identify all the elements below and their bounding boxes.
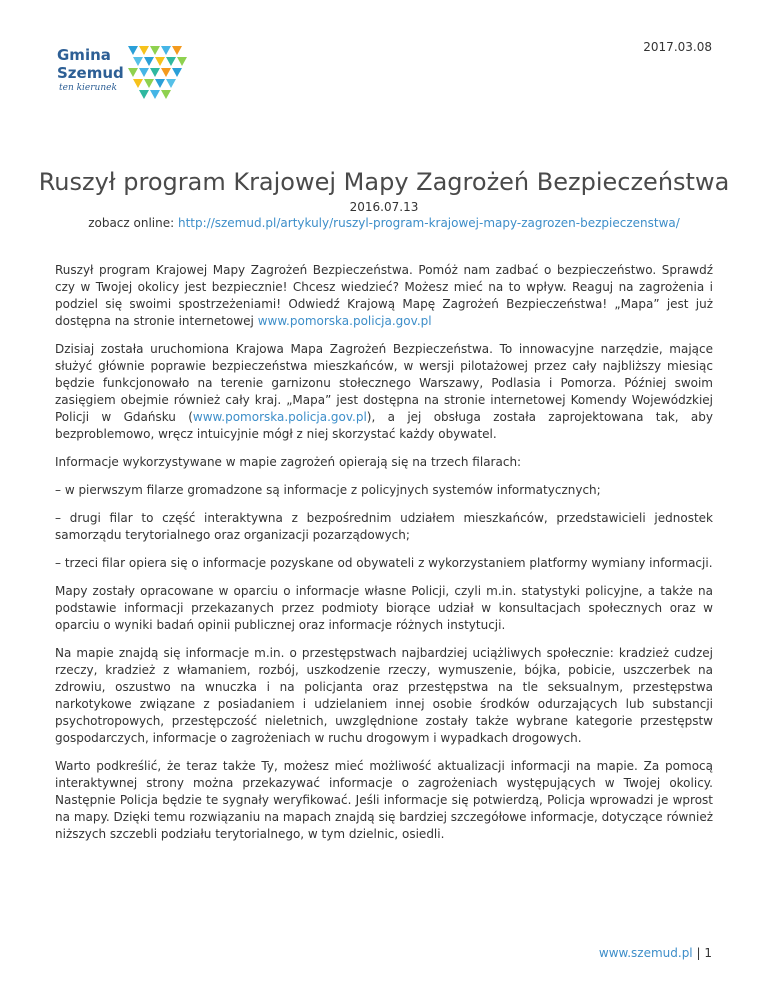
online-label: zobacz online:	[88, 216, 175, 230]
gmina-szemud-logo	[57, 46, 192, 102]
policja-link-2[interactable]: www.pomorska.policja.gov.pl	[192, 410, 367, 424]
policja-link[interactable]: www.pomorska.policja.gov.pl	[257, 314, 432, 328]
logo-tagline: ten kierunek	[59, 83, 117, 93]
paragraph-3: Informacje wykorzystywane w mapie zagrożeń opierają się na trzech filarach:	[55, 455, 522, 469]
footer-site-link[interactable]: www.szemud.pl	[598, 946, 693, 960]
paragraph-2	[55, 341, 713, 443]
footer-separator: |	[696, 946, 701, 960]
p1-text: Ruszył program Krajowej Mapy Zagrożeń Bezpieczeństwa. Pomóż nam zadbać o bezpieczeństwo. Sprawdź czy w Twojej okolicy jest bezpiecznie! Chcesz wiedzieć? Możesz mieć na to wpływ. Reaguj na zagrożenia i podziel się swoimi spostrzeżeniami! Odwiedź Krajową Mapę Zagrożeń Bezpieczeństwa! „Mapa” jest już dostępna na stronie internetowej	[55, 263, 713, 328]
paragraph-8: Na mapie znajdą się informacje m.in. o przestępstwach najbardziej uciążliwych społecznie: kradzież cudzej rzeczy, kradzież z włamaniem, rozbój, uszkodzenie rzeczy, wymuszenie, bójka, pobicie, uszczerbek na zdrowiu, oszustwo na wnuczka i na policjanta oraz przestępstwa na tle seksualnym, przestępstwa narkotykowe związane z posiadaniem i udzielaniem innej osobie środków odurzających lub substancji psychotropowych, przestępczość nieletnich, uwzględnione zostały także wybrane kategorie przestępstw gospodarczych, informacje o zagrożeniach w ruchu drogowym i wypadkach drogowych.	[55, 646, 713, 745]
logo-triangles-icon	[128, 46, 192, 100]
paragraph-9: Warto podkreślić, że teraz także Ty, możesz mieć możliwość aktualizacji informacji na mapie. Za pomocą interaktywnej strony można przekazywać informacje o zagrożeniach występujących w Twojej okolicy. Następnie Policja będzie te sygnały weryfikować. Jeśli informacje się potwierdzą, Policja wprowadzi je wprost na mapy. Dzięki temu rozwiązaniu na mapach znajdą się bardziej szczegółowe informacje, dotyczące również niższych szczebli podziału terytorialnego, w tym dzielnic, osiedli.	[55, 759, 713, 841]
paragraph-1	[55, 262, 713, 330]
paragraph-4: – w pierwszym filarze gromadzone są informacje z policyjnych systemów informatycznych;	[55, 483, 601, 497]
header-date: 2017.03.08	[643, 40, 712, 54]
logo-line2: Szemud	[57, 64, 124, 82]
paragraph-7: Mapy zostały opracowane w oparciu o informacje własne Policji, czyli m.in. statystyki policyjne, a także na podstawie informacji przekazanych przez podmioty biorące udział w konsultacjach społecznych oraz w oparciu o wyniki badań opinii publicznej oraz informacje różnych instytucji.	[55, 584, 713, 632]
page-footer	[599, 946, 712, 960]
p2-text-a: Dzisiaj została uruchomiona Krajowa Mapa Zagrożeń Bezpieczeństwa. To innowacyjne narzędzie, mające służyć głównie poprawie bezpieczeństwa mieszkańców, w wersji pilotażowej przez cały najbliższy miesiąc będzie funkcjonowało na terenie garnizonu stołecznego Warszawy, Podlasia i Pomorza. Później swoim zasięgiem obejmie również cały kraj. „Mapa” jest dostępna na stronie internetowej Komendy Wojewódzkiej Policji w Gdańsku (	[55, 342, 713, 424]
online-line	[0, 216, 768, 230]
article-date: 2016.07.13	[349, 200, 419, 214]
article-body	[55, 262, 713, 854]
page-number: 1	[704, 946, 712, 960]
online-url-link[interactable]: http://szemud.pl/artykuly/ruszyl-program-krajowej-mapy-zagrozen-bezpieczenstwa/	[177, 216, 680, 230]
article-title: Ruszył program Krajowej Mapy Zagrożeń Bezpieczeństwa	[38, 168, 730, 196]
paragraph-5: – drugi filar to część interaktywna z bezpośrednim udziałem mieszkańców, przedstawicieli jednostek samorządu terytorialnego oraz organizacji pozarządowych;	[55, 511, 713, 542]
paragraph-6: – trzeci filar opiera się o informacje pozyskane od obywateli z wykorzystaniem platformy wymiany informacji.	[55, 556, 713, 570]
p2-text-b: ), a jej obsługa została zaprojektowana tak, aby bezproblemowo, wręcz intuicyjnie mógł z niej skorzystać każdy obywatel.	[55, 410, 713, 441]
logo-line1: Gmina	[57, 46, 111, 64]
